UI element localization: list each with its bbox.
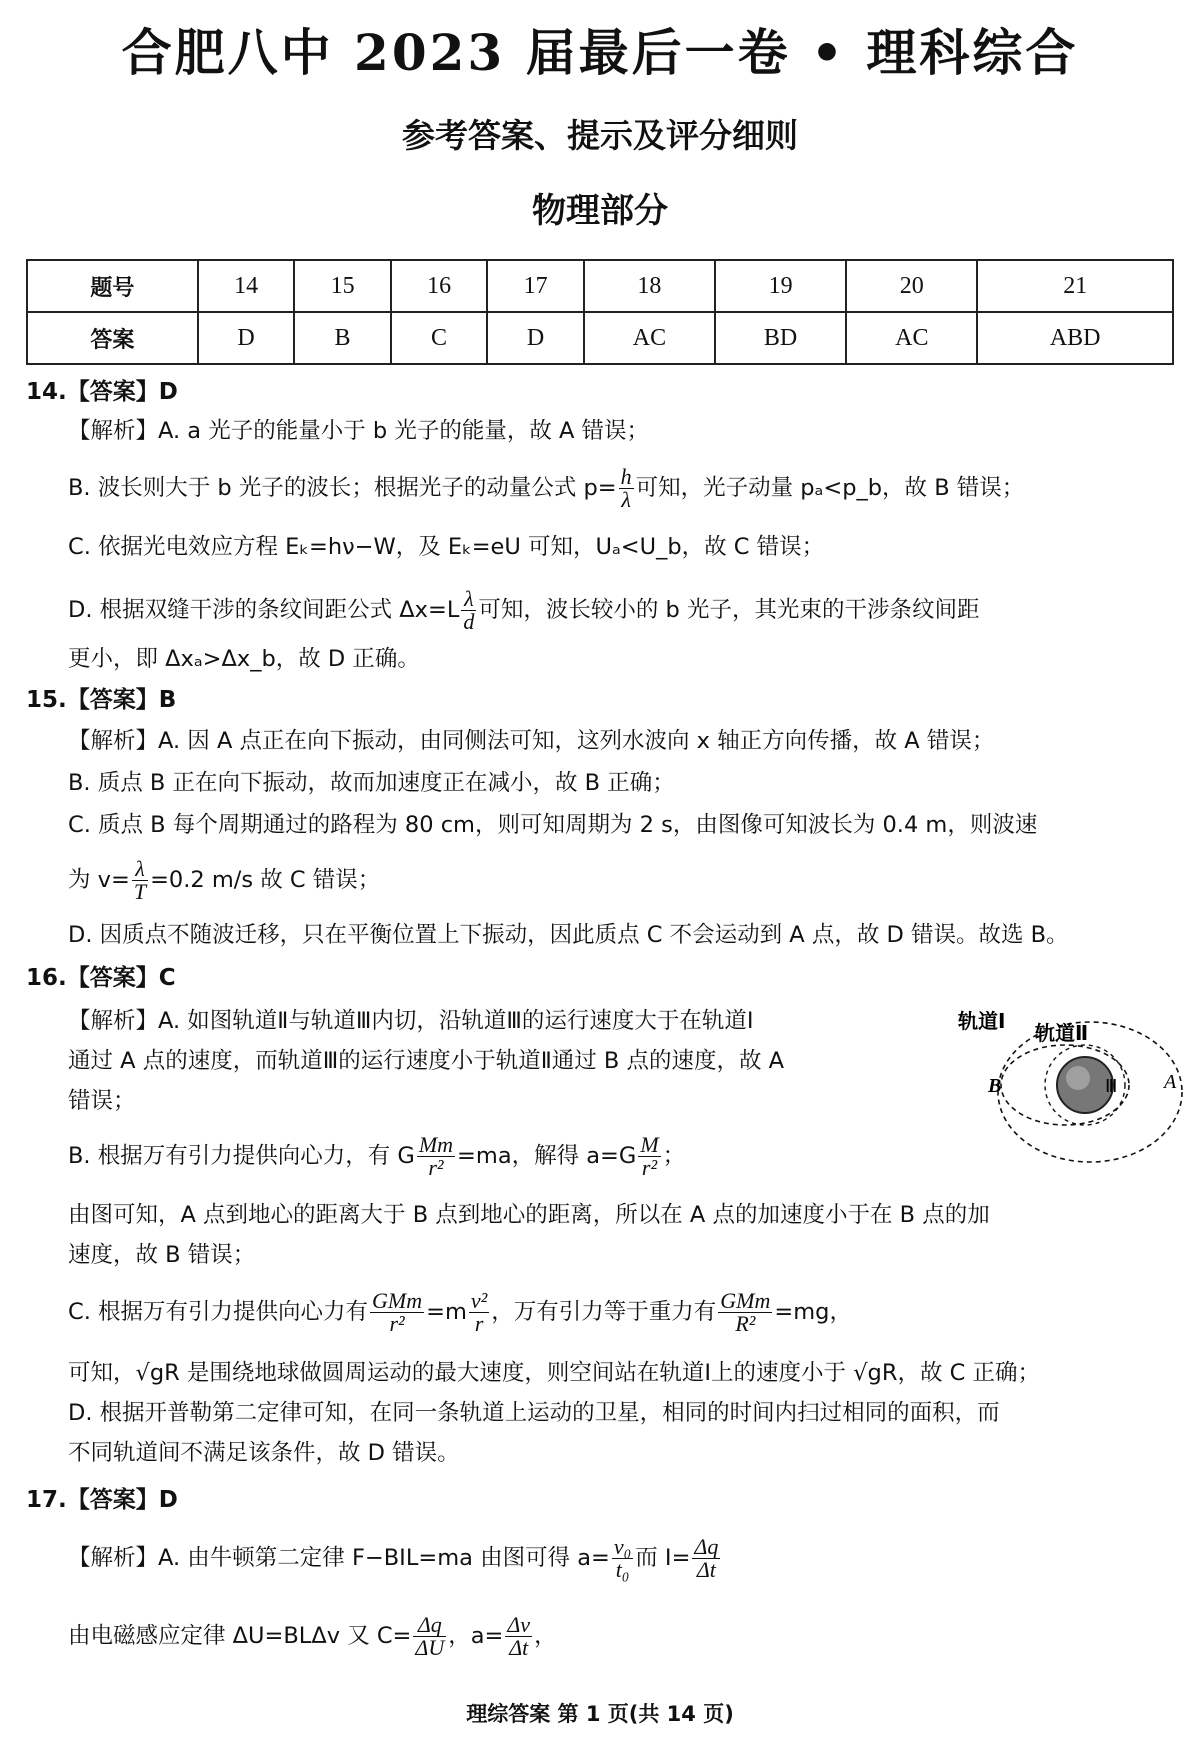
- table-cell: 19: [715, 260, 846, 312]
- row-label: 题号: [27, 260, 198, 312]
- q16-line: [68, 1134, 685, 1179]
- table-cell: 21: [977, 260, 1173, 312]
- q16-answer: 16.【答案】C: [26, 965, 176, 991]
- fraction: [417, 1134, 455, 1179]
- table-cell: 14: [198, 260, 295, 312]
- q16-line: D. 根据开普勒第二定律可知，在同一条轨道上运动的卫星，相同的时间内扫过相同的面积，而: [68, 1400, 1000, 1426]
- q14-line: [68, 588, 979, 633]
- q17-text: 【解析】A. 由牛顿第二定律 F−BIL=ma 由图可得 a=: [68, 1545, 610, 1571]
- numerator: Δv: [507, 1612, 531, 1637]
- numerator: Mm: [418, 1132, 454, 1157]
- denominator: λ: [621, 487, 631, 512]
- q14-line: 更小，即 Δxₐ>Δx_b，故 D 正确。: [68, 646, 420, 672]
- numerator: v₀: [613, 1534, 632, 1559]
- orbit-2-label: 轨道Ⅱ: [1035, 1021, 1089, 1045]
- q16-line: 不同轨道间不满足该条件，故 D 错误。: [68, 1440, 460, 1466]
- q17-text: ，: [534, 1623, 557, 1649]
- denominator: T: [133, 879, 147, 904]
- q16-line: 由图可知，A 点到地心的距离大于 B 点到地心的距离，所以在 A 点的加速度小于在 B 点的加: [68, 1202, 990, 1228]
- numerator: h: [620, 464, 632, 489]
- numerator: GMm: [372, 1288, 423, 1313]
- q16-line: 通过 A 点的速度，而轨道Ⅲ的运行速度小于轨道Ⅱ通过 B 点的速度，故 A: [68, 1048, 785, 1074]
- denominator: ΔU: [415, 1635, 445, 1660]
- table-cell: D: [198, 312, 295, 364]
- numerator: v²: [470, 1288, 488, 1313]
- q16-line: 可知，√gR 是围绕地球做圆周运动的最大速度，则空间站在轨道Ⅰ上的速度小于 √gR，故 C 正确；: [68, 1360, 1040, 1386]
- q14-text: B. 波长则大于 b 光子的波长；根据光子的动量公式 p=: [68, 475, 617, 501]
- fraction: [461, 588, 476, 633]
- q15-line: 【解析】A. 因 A 点正在向下振动，由同侧法可知，这列水波向 x 轴正方向传播，故 A 错误；: [68, 728, 995, 754]
- fraction: [612, 1536, 633, 1581]
- denominator: r²: [641, 1155, 658, 1180]
- q17-text: 而 I=: [635, 1545, 691, 1571]
- table-row: [27, 312, 1173, 364]
- fraction: [619, 466, 634, 511]
- q16-text: =m: [426, 1299, 467, 1325]
- numerator: GMm: [720, 1288, 771, 1313]
- table-row: [27, 260, 1173, 312]
- q14-text: 可知，光子动量 pₐ<p_b，故 B 错误；: [635, 475, 1025, 501]
- q17-line: [68, 1614, 557, 1659]
- q16-line: 错误；: [68, 1088, 136, 1114]
- table-cell: BD: [715, 312, 846, 364]
- numerator: Δq: [694, 1534, 719, 1559]
- q14-text: 可知，波长较小的 b 光子，其光束的干涉条纹间距: [478, 597, 980, 623]
- q17-answer: 17.【答案】D: [26, 1487, 178, 1513]
- q14-line: [68, 466, 1024, 511]
- q17-line: [68, 1536, 722, 1581]
- q14-answer: 14.【答案】D: [26, 379, 178, 405]
- numerator: Δq: [413, 1614, 446, 1637]
- denominator: R²: [735, 1311, 756, 1336]
- orbit-3-label: Ⅲ: [1105, 1076, 1118, 1096]
- page-footer: 理综答案 第 1 页(共 14 页): [466, 1702, 734, 1726]
- page-subtitle: 参考答案、提示及评分细则: [402, 116, 798, 155]
- fraction: [370, 1290, 424, 1335]
- row-label: 答案: [27, 312, 198, 364]
- q16-text: ，万有引力等于重力有: [491, 1299, 717, 1325]
- point-b-label: B: [988, 1075, 1002, 1097]
- table-cell: ABD: [977, 312, 1173, 364]
- denominator: r²: [389, 1311, 405, 1336]
- table-cell: 15: [294, 260, 391, 312]
- q16-text: ；: [662, 1143, 686, 1169]
- table-cell: 17: [487, 260, 584, 312]
- q14-line: C. 依据光电效应方程 Eₖ=hν−W，及 Eₖ=eU 可知，Uₐ<U_b，故 C 错误；: [68, 534, 825, 560]
- orbit-1-label: 轨道Ⅰ: [958, 1009, 1006, 1033]
- orbit-diagram: [950, 1000, 1185, 1165]
- q17-text: 由电磁感应定律 ΔU=BLΔv 又 C=: [68, 1623, 412, 1649]
- page-title: 合肥八中 2023 届最后一卷 • 理科综合: [121, 23, 1079, 82]
- q15-text: =0.2 m/s 故 C 错误；: [150, 867, 381, 893]
- fraction: [469, 1290, 489, 1335]
- denominator: Δt: [509, 1635, 529, 1660]
- q15-line: C. 质点 B 每个周期通过的路程为 80 cm，则可知周期为 2 s，由图像可知波长为 0.4 m，则波速: [68, 812, 1038, 838]
- q14-text: D. 根据双缝干涉的条纹间距公式 Δx=L: [68, 597, 460, 623]
- fraction: [505, 1614, 532, 1659]
- earth-highlight: [1066, 1066, 1090, 1090]
- q17-text: ，a=: [448, 1623, 504, 1649]
- table-cell: 16: [391, 260, 488, 312]
- q16-text: =mg，: [774, 1299, 852, 1325]
- q15-line: B. 质点 B 正在向下振动，故而加速度正在减小，故 B 正确；: [68, 770, 675, 796]
- table-cell: 20: [846, 260, 977, 312]
- fraction: [413, 1614, 446, 1659]
- table-cell: C: [391, 312, 488, 364]
- q16-text: C. 根据万有引力提供向心力有: [68, 1299, 369, 1325]
- denominator: r: [474, 1311, 484, 1336]
- fraction: [718, 1290, 772, 1335]
- numerator: M: [640, 1132, 659, 1157]
- fraction: [132, 858, 148, 903]
- table-cell: AC: [584, 312, 715, 364]
- answer-table: [26, 259, 1174, 365]
- q16-line: [68, 1290, 852, 1335]
- denominator: r²: [428, 1155, 444, 1180]
- section-heading: 物理部分: [532, 191, 668, 231]
- q16-line: 【解析】A. 如图轨道Ⅱ与轨道Ⅲ内切，沿轨道Ⅲ的运行速度大于在轨道Ⅰ: [68, 1008, 754, 1034]
- denominator: Δt: [696, 1557, 716, 1582]
- denominator: d: [463, 609, 475, 634]
- denominator: t₀: [615, 1557, 630, 1582]
- q14-line: 【解析】A. a 光子的能量小于 b 光子的能量，故 A 错误；: [68, 418, 650, 444]
- fraction: [638, 1134, 660, 1179]
- numerator: λ: [132, 858, 148, 881]
- numerator: λ: [461, 588, 476, 611]
- q16-text: =ma，解得 a=G: [457, 1143, 637, 1169]
- fraction: [692, 1536, 720, 1581]
- table-cell: D: [487, 312, 584, 364]
- q15-line: D. 因质点不随波迁移，只在平衡位置上下振动，因此质点 C 不会运动到 A 点，故 D 错误。故选 B。: [68, 922, 1069, 948]
- q15-line: [68, 858, 380, 903]
- q16-text: B. 根据万有引力提供向心力，有 G: [68, 1143, 415, 1169]
- q16-line: 速度，故 B 错误；: [68, 1242, 256, 1268]
- table-cell: 18: [584, 260, 715, 312]
- table-cell: AC: [846, 312, 977, 364]
- table-cell: B: [294, 312, 391, 364]
- q15-text: 为 v=: [68, 867, 130, 893]
- q15-answer: 15.【答案】B: [26, 687, 177, 713]
- point-a-label: A: [1164, 1071, 1177, 1093]
